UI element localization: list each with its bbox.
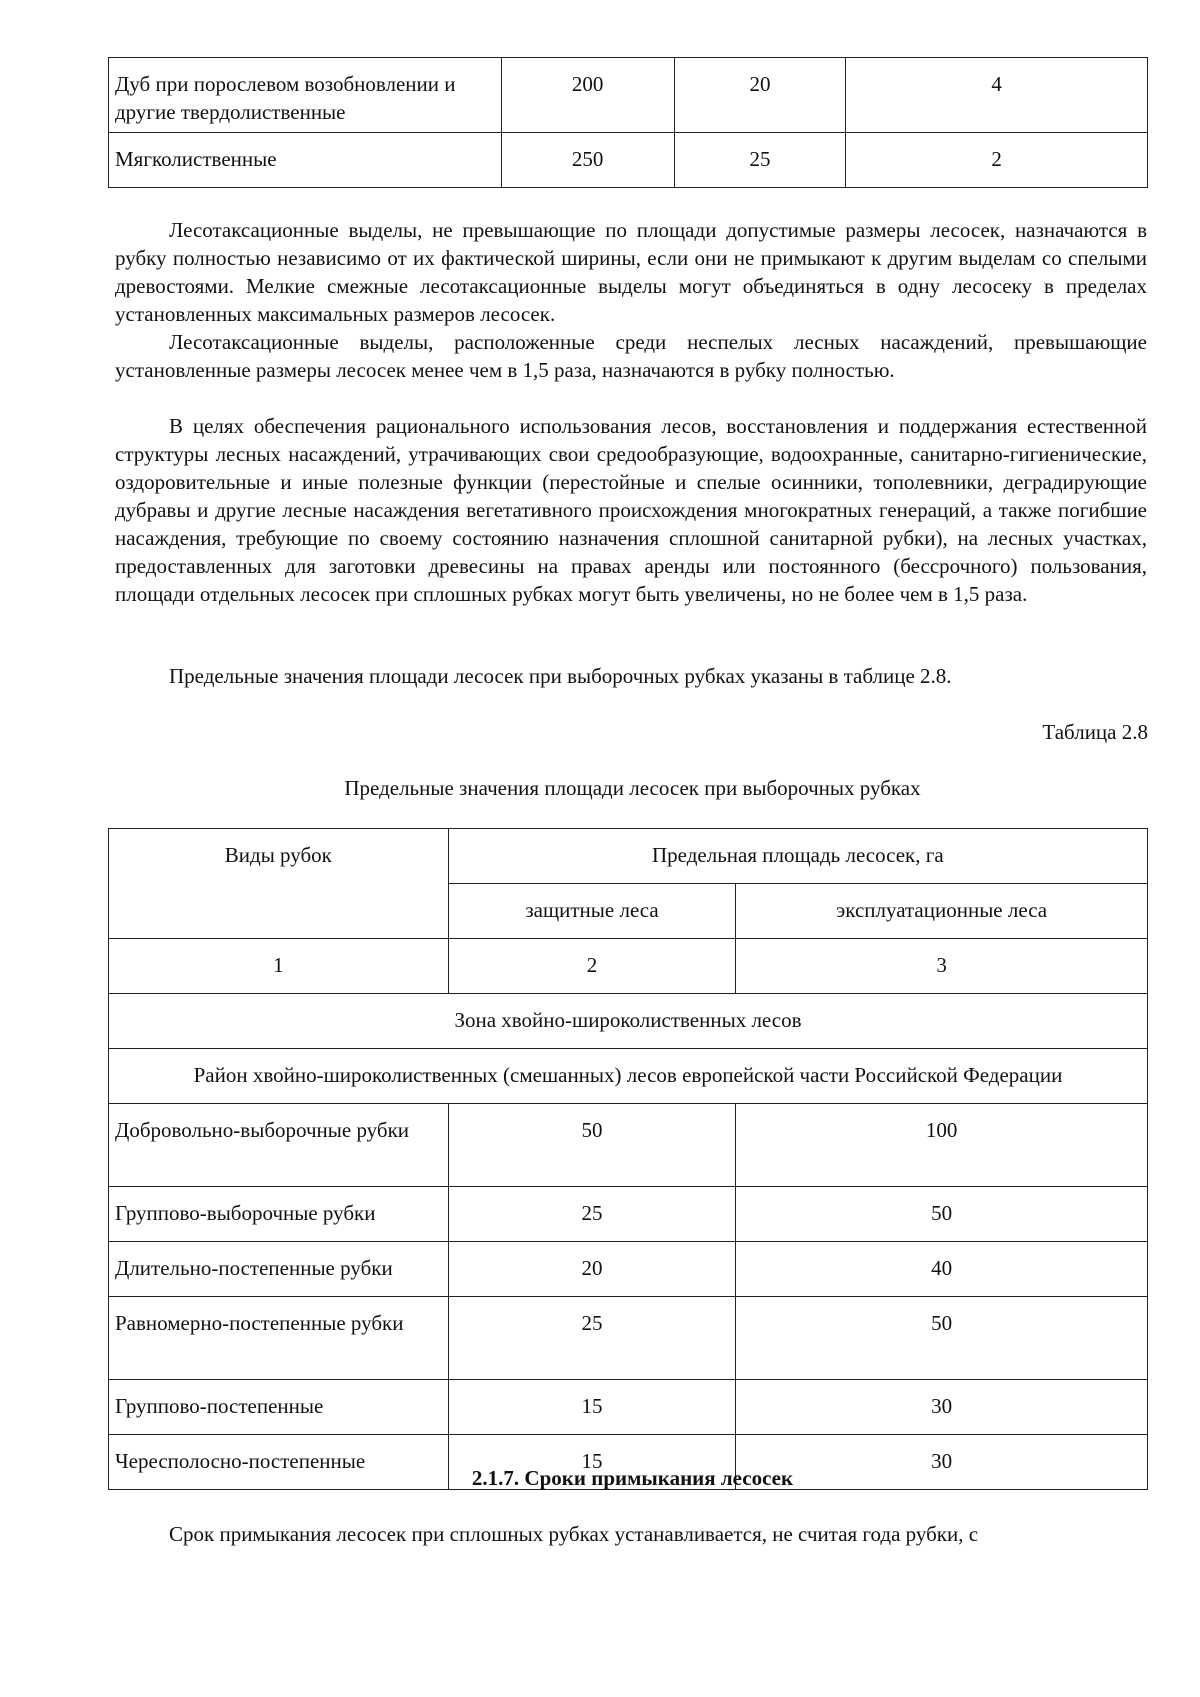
table-2-8 [108,828,1148,1490]
cell-value: 50 [736,1187,1148,1242]
paragraph: Предельные значения площади лесосек при выборочных рубках указаны в таблице 2.8. [169,664,952,688]
cell-value: 100 [736,1104,1148,1187]
column-number: 1 [109,939,449,994]
cell-name: Группово-выборочные рубки [109,1187,449,1242]
paragraph: Срок примыкания лесосек при сплошных рубках устанавливается, не считая года рубки, с [169,1522,979,1546]
header-cell: защитные леса [448,884,736,939]
cell-value: 15 [448,1435,736,1490]
header-cell: эксплуатационные леса [736,884,1148,939]
zone-row [109,994,1148,1049]
cell-value: 25 [448,1297,736,1380]
cell-name: Мягколиственные [109,133,502,188]
cell-name: Группово-постепенные [109,1380,449,1435]
cell-value: 20 [448,1242,736,1297]
cell-value: 30 [736,1435,1148,1490]
table-row [109,1242,1148,1297]
cell-value: 200 [501,58,674,133]
paragraph: Лесотаксационные выделы, не превышающие по площади допустимые размеры лесосек, назначаются в рубку полностью независимо от их фактической ширины, если они не примыкают к другим выделам со спелыми древостоями. Мелкие смежные лесотаксационные выделы могут объединяться в одну лесосеку в пределах установленных максимальных размеров лесосек. [115,218,1147,326]
section-heading: 2.1.7. Сроки примыкания лесосек [471,1466,794,1490]
cell-value: 30 [736,1380,1148,1435]
cell-value: 50 [736,1297,1148,1380]
table-row [109,133,1148,188]
region-cell: Район хвойно-широколиственных (смешанных) лесов европейской части Российской Федерации [109,1049,1148,1104]
table-caption: Предельные значения площади лесосек при выборочных рубках [344,776,921,800]
paragraph: В целях обеспечения рационального использования лесов, восстановления и поддержания естественной структуры лесных насаждений, утрачивающих свои средообразующие, водоохранные, санитарно-гигиенические, оздоровительные и иные полезные функции (перестойные и спелые осинники, тополевники, деградирующие дубравы и другие лесные насаждения вегетативного происхождения многократных генераций, а также погибшие насаждения, требующие по своему состоянию назначения сплошной санитарной рубки), на лесных участках, предоставленных для заготовки древесины на правах аренды или постоянного (бессрочного) пользования, площади отдельных лесосек при сплошных рубках могут быть увеличены, но не более чем в 1,5 раза. [115,414,1147,606]
table-row [109,1187,1148,1242]
paragraph: Лесотаксационные выделы, расположенные среди неспелых лесных насаждений, превышающие установленные размеры лесосек менее чем в 1,5 раза, назначаются в рубку полностью. [115,330,1147,382]
table-row [109,1104,1148,1187]
cell-name: Дуб при порослевом возобновлении и другие твердолиственные [109,58,502,133]
column-number-row [109,939,1148,994]
column-number: 2 [448,939,736,994]
cell-value: 50 [448,1104,736,1187]
cell-value: 15 [448,1380,736,1435]
table-row [109,1297,1148,1380]
cell-value: 25 [674,133,846,188]
cell-value: 20 [674,58,846,133]
table-row [109,58,1148,133]
header-cell: Предельная площадь лесосек, га [448,829,1147,884]
table-label: Таблица 2.8 [1042,720,1148,744]
table-header-row [109,829,1148,884]
cell-value: 4 [846,58,1148,133]
column-number: 3 [736,939,1148,994]
zone-cell: Зона хвойно-широколиственных лесов [109,994,1148,1049]
header-cell: Виды рубок [109,829,449,939]
cell-name: Длительно-постепенные рубки [109,1242,449,1297]
cell-value: 2 [846,133,1148,188]
cell-value: 25 [448,1187,736,1242]
cell-name: Чересполосно-постепенные [109,1435,449,1490]
table-row [109,1380,1148,1435]
region-row [109,1049,1148,1104]
top-table [108,57,1148,188]
cell-name: Добровольно-выборочные рубки [109,1104,449,1187]
cell-value: 250 [501,133,674,188]
cell-name: Равномерно-постепенные рубки [109,1297,449,1380]
cell-value: 40 [736,1242,1148,1297]
